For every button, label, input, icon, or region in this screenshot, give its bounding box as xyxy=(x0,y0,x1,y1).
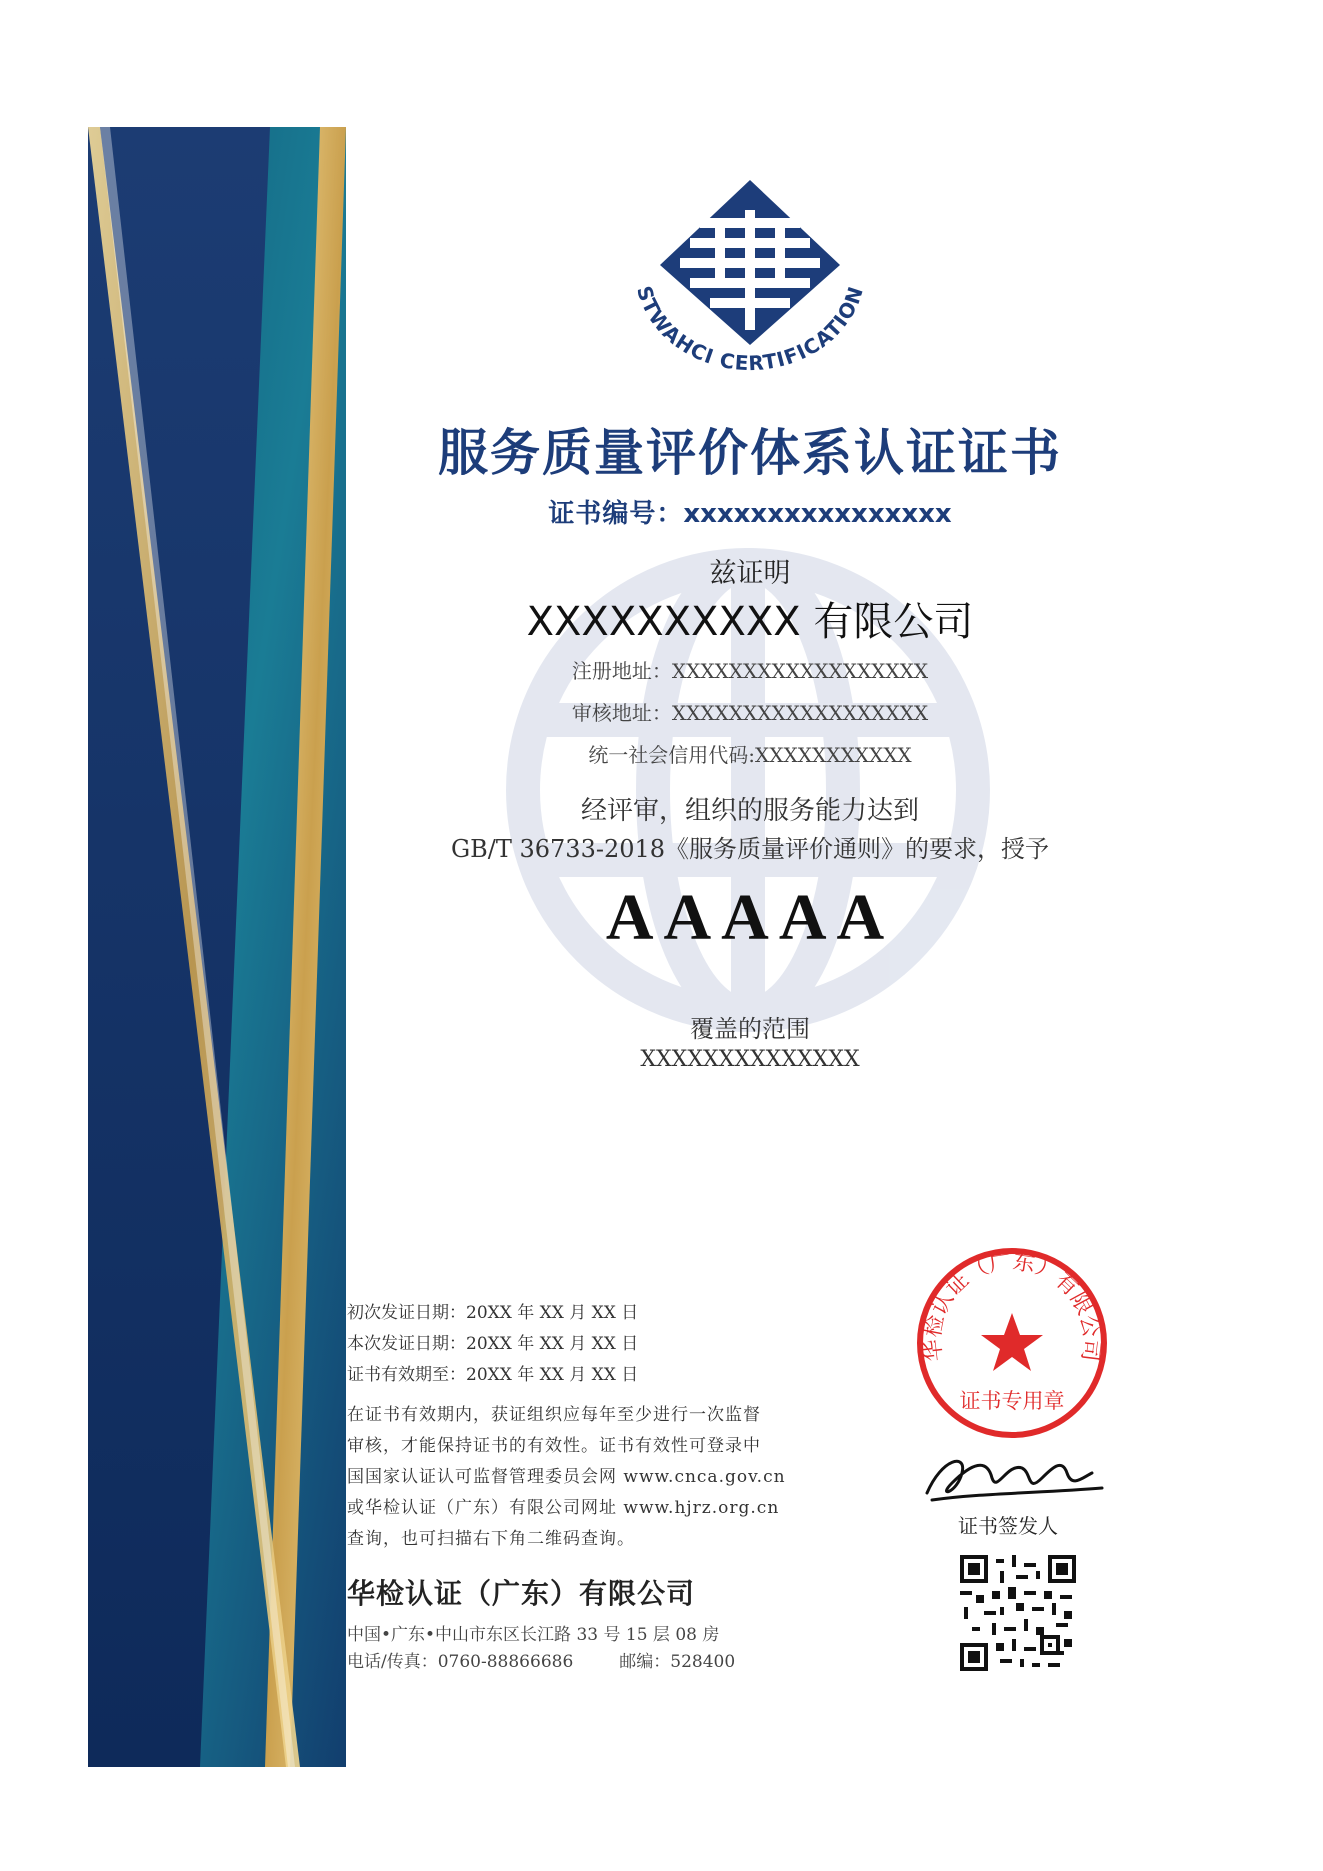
scope-value: XXXXXXXXXXXXXX xyxy=(640,1047,860,1072)
registered-address: 注册地址：XXXXXXXXXXXXXXXXXX xyxy=(571,659,929,683)
stwahci-logo xyxy=(620,170,880,400)
certificate-title: 服务质量评价体系认证证书 xyxy=(438,424,1062,482)
seal-star-icon xyxy=(981,1313,1043,1371)
certificate-number-label: 证书编号： xyxy=(548,499,684,529)
company-name: XXXXXXXXXX 有限公司 xyxy=(526,599,974,645)
hereby-certify: 兹证明 xyxy=(709,558,791,589)
qr-code xyxy=(960,1555,1076,1671)
logo-ring-text: STWAHCI CERTIFICATION xyxy=(631,282,869,376)
valid-until-date: 证书有效期至：20XX 年 XX 月 XX 日 xyxy=(347,1365,639,1385)
current-issue-date: 本次发证日期：20XX 年 XX 月 XX 日 xyxy=(347,1334,639,1354)
audit-address: 审核地址：XXXXXXXXXXXXXXXXXX xyxy=(571,701,929,725)
issuer-contact xyxy=(347,1622,735,1676)
certificate-number xyxy=(400,493,1100,530)
notice-line: 查询，也可扫描右下角二维码查询。 xyxy=(347,1529,635,1549)
scope-label: 覆盖的范围 xyxy=(690,1015,810,1043)
seal-bottom-text: 证书专用章 xyxy=(959,1389,1065,1413)
notice-line: 国国家认证认可监督管理委员会网 www.cnca.gov.cn xyxy=(347,1467,786,1487)
certificate-dates xyxy=(347,1298,638,1391)
grade-rating: AAAAA xyxy=(605,881,895,954)
issuer-address: 中国•广东•中山市东区长江路 33 号 15 层 08 房 xyxy=(347,1625,720,1645)
standard-text: GB/T 36733-2018《服务质量评价通则》的要求，授予 xyxy=(450,835,1050,863)
signer-label: 证书签发人 xyxy=(958,1514,1058,1538)
credit-code: 统一社会信用代码:XXXXXXXXXXX xyxy=(588,743,912,767)
notice-line: 在证书有效期内，获证组织应每年至少进行一次监督 xyxy=(347,1405,761,1425)
audited-text: 经评审，组织的服务能力达到 xyxy=(580,796,919,826)
seal-ring-text: 华检认证（广东）有限公司 xyxy=(920,1249,1104,1363)
issuer-zip: 邮编：528400 xyxy=(619,1652,736,1672)
official-seal xyxy=(912,1243,1112,1443)
certificate-number-value: xxxxxxxxxxxxxxxx xyxy=(683,499,952,529)
notice-line: 或华检认证（广东）有限公司网址 www.hjrz.org.cn xyxy=(347,1498,780,1518)
issuer-name: 华检认证（广东）有限公司 xyxy=(347,1577,696,1610)
notice-line: 审核，才能保持证书的有效性。证书有效性可登录中 xyxy=(347,1436,761,1456)
issuer-phone: 电话/传真：0760-88866686 xyxy=(347,1652,574,1672)
signature xyxy=(912,1438,1112,1518)
first-issue-date: 初次发证日期：20XX 年 XX 月 XX 日 xyxy=(347,1303,639,1323)
validity-notice xyxy=(347,1400,847,1555)
